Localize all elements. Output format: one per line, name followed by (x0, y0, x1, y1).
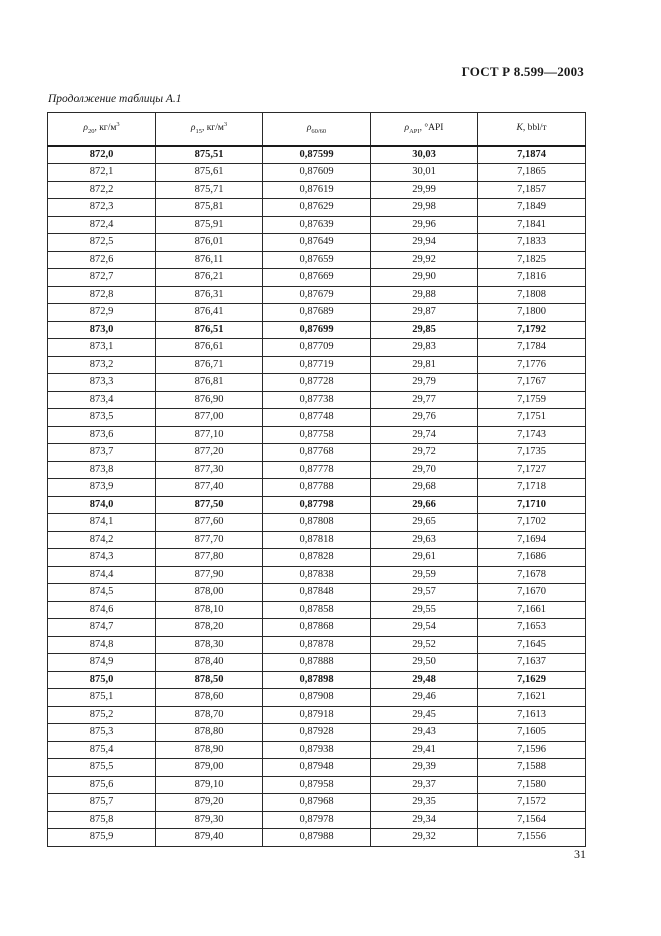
table-cell: 0,87639 (263, 216, 371, 234)
column-header-rho20: $\rho_{20}$, $кг/м^3$ (48, 113, 156, 147)
table-cell: 872,1 (48, 164, 156, 182)
table-cell: 7,1613 (478, 706, 586, 724)
table-cell: 7,1743 (478, 426, 586, 444)
table-cell: 7,1556 (478, 829, 586, 847)
column-header-rho15: $\rho_{15}$, $кг/м^3$ (156, 113, 263, 147)
table-cell: 877,30 (156, 461, 263, 479)
table-row (48, 479, 586, 497)
table-row (48, 706, 586, 724)
table-cell: 0,87609 (263, 164, 371, 182)
table-cell: 7,1670 (478, 584, 586, 602)
table-cell: 29,55 (371, 601, 478, 619)
table-cell: 872,0 (48, 146, 156, 164)
table-cell: 876,90 (156, 391, 263, 409)
table-cell: 0,87848 (263, 584, 371, 602)
table-cell: 0,87778 (263, 461, 371, 479)
table-cell: 875,2 (48, 706, 156, 724)
table-cell: 7,1784 (478, 339, 586, 357)
table-cell: 7,1653 (478, 619, 586, 637)
table-cell: 0,87699 (263, 321, 371, 339)
table-row (48, 444, 586, 462)
table-cell: 0,87938 (263, 741, 371, 759)
table-cell: 878,30 (156, 636, 263, 654)
table-cell: 0,87978 (263, 811, 371, 829)
table-cell: 875,4 (48, 741, 156, 759)
table-cell: 872,5 (48, 234, 156, 252)
table-cell: 875,1 (48, 689, 156, 707)
table-body (48, 146, 586, 846)
table-cell: 0,87968 (263, 794, 371, 812)
table-cell: 29,54 (371, 619, 478, 637)
table-row (48, 286, 586, 304)
table-cell: 7,1800 (478, 304, 586, 322)
table-cell: 7,1645 (478, 636, 586, 654)
table-cell: 876,61 (156, 339, 263, 357)
table-row (48, 741, 586, 759)
table-cell: 875,91 (156, 216, 263, 234)
table-cell: 29,76 (371, 409, 478, 427)
table-row (48, 636, 586, 654)
table-cell: 0,87988 (263, 829, 371, 847)
table-cell: 7,1588 (478, 759, 586, 777)
table-cell: 0,87758 (263, 426, 371, 444)
table-row (48, 426, 586, 444)
table-cell: 873,0 (48, 321, 156, 339)
table-cell: 7,1751 (478, 409, 586, 427)
table-cell: 0,87629 (263, 199, 371, 217)
table-cell: 29,59 (371, 566, 478, 584)
table-cell: 878,00 (156, 584, 263, 602)
table-cell: 0,87599 (263, 146, 371, 164)
table-cell: 7,1710 (478, 496, 586, 514)
table-cell: 875,51 (156, 146, 263, 164)
table-cell: 875,8 (48, 811, 156, 829)
table-cell: 876,71 (156, 356, 263, 374)
table-cell: 0,87669 (263, 269, 371, 287)
table-cell: 7,1702 (478, 514, 586, 532)
table-row (48, 566, 586, 584)
table-cell: 0,87719 (263, 356, 371, 374)
table-cell: 872,2 (48, 181, 156, 199)
table-cell: 29,90 (371, 269, 478, 287)
table-row (48, 339, 586, 357)
table-cell: 29,61 (371, 549, 478, 567)
table-cell: 879,20 (156, 794, 263, 812)
table-cell: 7,1727 (478, 461, 586, 479)
table-cell: 876,11 (156, 251, 263, 269)
table-cell: 873,6 (48, 426, 156, 444)
table-cell: 0,87798 (263, 496, 371, 514)
table-cell: 873,8 (48, 461, 156, 479)
table-cell: 29,50 (371, 654, 478, 672)
table-cell: 29,41 (371, 741, 478, 759)
column-header-k: K, bbl/т (478, 113, 586, 147)
table-cell: 877,00 (156, 409, 263, 427)
table-cell: 874,8 (48, 636, 156, 654)
table-cell: 7,1678 (478, 566, 586, 584)
table-cell: 0,87619 (263, 181, 371, 199)
table-cell: 0,87748 (263, 409, 371, 427)
table-row (48, 304, 586, 322)
table-cell: 0,87928 (263, 724, 371, 742)
table-cell: 872,7 (48, 269, 156, 287)
table-cell: 0,87679 (263, 286, 371, 304)
table-row (48, 601, 586, 619)
document-id: ГОСТ Р 8.599—2003 (461, 64, 584, 79)
table-row (48, 584, 586, 602)
table-row (48, 496, 586, 514)
table-header-row (48, 113, 586, 147)
table-cell: 29,85 (371, 321, 478, 339)
table-row (48, 356, 586, 374)
table-row (48, 461, 586, 479)
table-cell: 872,8 (48, 286, 156, 304)
table-cell: 0,87828 (263, 549, 371, 567)
column-header-rho-api: $\rho_{API}$, °API (371, 113, 478, 147)
table-cell: 874,3 (48, 549, 156, 567)
table-cell: 876,21 (156, 269, 263, 287)
table-cell: 0,87878 (263, 636, 371, 654)
table-cell: 0,87958 (263, 776, 371, 794)
table-row (48, 164, 586, 182)
table-row (48, 759, 586, 777)
table-cell: 873,9 (48, 479, 156, 497)
table-cell: 875,3 (48, 724, 156, 742)
table-cell: 879,40 (156, 829, 263, 847)
table-row (48, 794, 586, 812)
table-row (48, 619, 586, 637)
table-cell: 0,87898 (263, 671, 371, 689)
table-cell: 875,81 (156, 199, 263, 217)
table-cell: 878,70 (156, 706, 263, 724)
table-cell: 7,1605 (478, 724, 586, 742)
table-cell: 872,4 (48, 216, 156, 234)
table-cell: 0,87649 (263, 234, 371, 252)
table-row (48, 321, 586, 339)
table-cell: 874,9 (48, 654, 156, 672)
table-row (48, 811, 586, 829)
table-row (48, 776, 586, 794)
table-cell: 0,87868 (263, 619, 371, 637)
table-row (48, 671, 586, 689)
table-cell: 0,87818 (263, 531, 371, 549)
table-cell: 29,52 (371, 636, 478, 654)
table-cell: 875,5 (48, 759, 156, 777)
table-cell: 0,87838 (263, 566, 371, 584)
table-cell: 29,32 (371, 829, 478, 847)
table-cell: 877,90 (156, 566, 263, 584)
table-cell: 29,34 (371, 811, 478, 829)
table-cell: 879,30 (156, 811, 263, 829)
table-cell: 876,01 (156, 234, 263, 252)
table-row (48, 549, 586, 567)
table-cell: 0,87738 (263, 391, 371, 409)
table-cell: 29,88 (371, 286, 478, 304)
table-cell: 877,80 (156, 549, 263, 567)
table-cell: 875,0 (48, 671, 156, 689)
table-cell: 878,20 (156, 619, 263, 637)
table-cell: 29,63 (371, 531, 478, 549)
table-row (48, 724, 586, 742)
table-cell: 29,87 (371, 304, 478, 322)
table-cell: 875,71 (156, 181, 263, 199)
table-cell: 29,72 (371, 444, 478, 462)
table-cell: 877,20 (156, 444, 263, 462)
table-cell: 29,68 (371, 479, 478, 497)
table-cell: 879,10 (156, 776, 263, 794)
table-cell: 29,66 (371, 496, 478, 514)
table-cell: 7,1735 (478, 444, 586, 462)
table-cell: 0,87948 (263, 759, 371, 777)
table-cell: 7,1808 (478, 286, 586, 304)
table-cell: 29,48 (371, 671, 478, 689)
table-cell: 873,4 (48, 391, 156, 409)
table-cell: 7,1637 (478, 654, 586, 672)
table-cell: 7,1857 (478, 181, 586, 199)
table-cell: 29,46 (371, 689, 478, 707)
table-cell: 7,1841 (478, 216, 586, 234)
table-cell: 7,1564 (478, 811, 586, 829)
table-cell: 0,87808 (263, 514, 371, 532)
table-cell: 7,1718 (478, 479, 586, 497)
table-cell: 0,87709 (263, 339, 371, 357)
table-cell: 0,87768 (263, 444, 371, 462)
table-cell: 7,1686 (478, 549, 586, 567)
table-cell: 29,39 (371, 759, 478, 777)
table-cell: 29,81 (371, 356, 478, 374)
table-cell: 7,1759 (478, 391, 586, 409)
table-cell: 0,87728 (263, 374, 371, 392)
table-cell: 7,1629 (478, 671, 586, 689)
table-cell: 874,4 (48, 566, 156, 584)
table-cell: 7,1833 (478, 234, 586, 252)
table-cell: 30,01 (371, 164, 478, 182)
table-cell: 29,45 (371, 706, 478, 724)
table-cell: 7,1580 (478, 776, 586, 794)
table-cell: 0,87788 (263, 479, 371, 497)
table-row (48, 409, 586, 427)
table-cell: 874,2 (48, 531, 156, 549)
table-cell: 29,35 (371, 794, 478, 812)
table-cell: 873,3 (48, 374, 156, 392)
table-cell: 874,1 (48, 514, 156, 532)
table-cell: 7,1767 (478, 374, 586, 392)
table-cell: 877,10 (156, 426, 263, 444)
table-row (48, 251, 586, 269)
table-cell: 29,43 (371, 724, 478, 742)
table-cell: 0,87918 (263, 706, 371, 724)
table-row (48, 199, 586, 217)
table-cell: 879,00 (156, 759, 263, 777)
table-cell: 7,1792 (478, 321, 586, 339)
table-cell: 873,7 (48, 444, 156, 462)
table-cell: 7,1776 (478, 356, 586, 374)
table-cell: 29,92 (371, 251, 478, 269)
table-cell: 876,81 (156, 374, 263, 392)
table-cell: 874,0 (48, 496, 156, 514)
table-cell: 878,10 (156, 601, 263, 619)
table-cell: 873,1 (48, 339, 156, 357)
table-cell: 874,5 (48, 584, 156, 602)
table-cell: 877,50 (156, 496, 263, 514)
table-cell: 876,41 (156, 304, 263, 322)
table-cell: 29,74 (371, 426, 478, 444)
table-row (48, 216, 586, 234)
table-cell: 873,5 (48, 409, 156, 427)
table-cell: 872,9 (48, 304, 156, 322)
table-cell: 874,7 (48, 619, 156, 637)
table-cell: 0,87908 (263, 689, 371, 707)
table-cell: 7,1816 (478, 269, 586, 287)
table-row (48, 269, 586, 287)
table-row (48, 514, 586, 532)
density-table (47, 112, 586, 847)
table-cell: 29,65 (371, 514, 478, 532)
table-cell: 0,87659 (263, 251, 371, 269)
table-cell: 873,2 (48, 356, 156, 374)
table-cell: 29,99 (371, 181, 478, 199)
table-row (48, 689, 586, 707)
table-cell: 7,1661 (478, 601, 586, 619)
table-cell: 29,37 (371, 776, 478, 794)
table-cell: 30,03 (371, 146, 478, 164)
table-cell: 876,31 (156, 286, 263, 304)
table-cell: 0,87888 (263, 654, 371, 672)
table-row (48, 829, 586, 847)
table-row (48, 391, 586, 409)
table-row (48, 531, 586, 549)
table-cell: 29,94 (371, 234, 478, 252)
page-number: 31 (574, 847, 586, 861)
table-row (48, 146, 586, 164)
table-cell: 874,6 (48, 601, 156, 619)
table-cell: 877,60 (156, 514, 263, 532)
table-row (48, 234, 586, 252)
table-cell: 872,3 (48, 199, 156, 217)
table-cell: 878,90 (156, 741, 263, 759)
table-cell: 875,61 (156, 164, 263, 182)
table-cell: 29,96 (371, 216, 478, 234)
table-cell: 7,1825 (478, 251, 586, 269)
table-cell: 878,80 (156, 724, 263, 742)
table-caption: Продолжение таблицы А.1 (48, 93, 182, 105)
table-cell: 29,98 (371, 199, 478, 217)
table-cell: 7,1849 (478, 199, 586, 217)
table-cell: 875,9 (48, 829, 156, 847)
table-cell: 0,87858 (263, 601, 371, 619)
table-row (48, 374, 586, 392)
table-cell: 7,1874 (478, 146, 586, 164)
table-cell: 29,83 (371, 339, 478, 357)
table-row (48, 181, 586, 199)
table-cell: 877,70 (156, 531, 263, 549)
table-cell: 878,50 (156, 671, 263, 689)
table-cell: 875,6 (48, 776, 156, 794)
table-cell: 29,79 (371, 374, 478, 392)
table-cell: 7,1621 (478, 689, 586, 707)
table-cell: 0,87689 (263, 304, 371, 322)
table-cell: 29,70 (371, 461, 478, 479)
table-cell: 7,1572 (478, 794, 586, 812)
table-cell: 877,40 (156, 479, 263, 497)
column-header-rho60: $\rho_{60/60}$ (263, 113, 371, 147)
table-cell: 878,40 (156, 654, 263, 672)
table-cell: 878,60 (156, 689, 263, 707)
table-cell: 872,6 (48, 251, 156, 269)
table-cell: 7,1694 (478, 531, 586, 549)
table-cell: 29,57 (371, 584, 478, 602)
table-row (48, 654, 586, 672)
table-cell: 875,7 (48, 794, 156, 812)
table-cell: 29,77 (371, 391, 478, 409)
table-cell: 876,51 (156, 321, 263, 339)
table-cell: 7,1865 (478, 164, 586, 182)
table-cell: 7,1596 (478, 741, 586, 759)
